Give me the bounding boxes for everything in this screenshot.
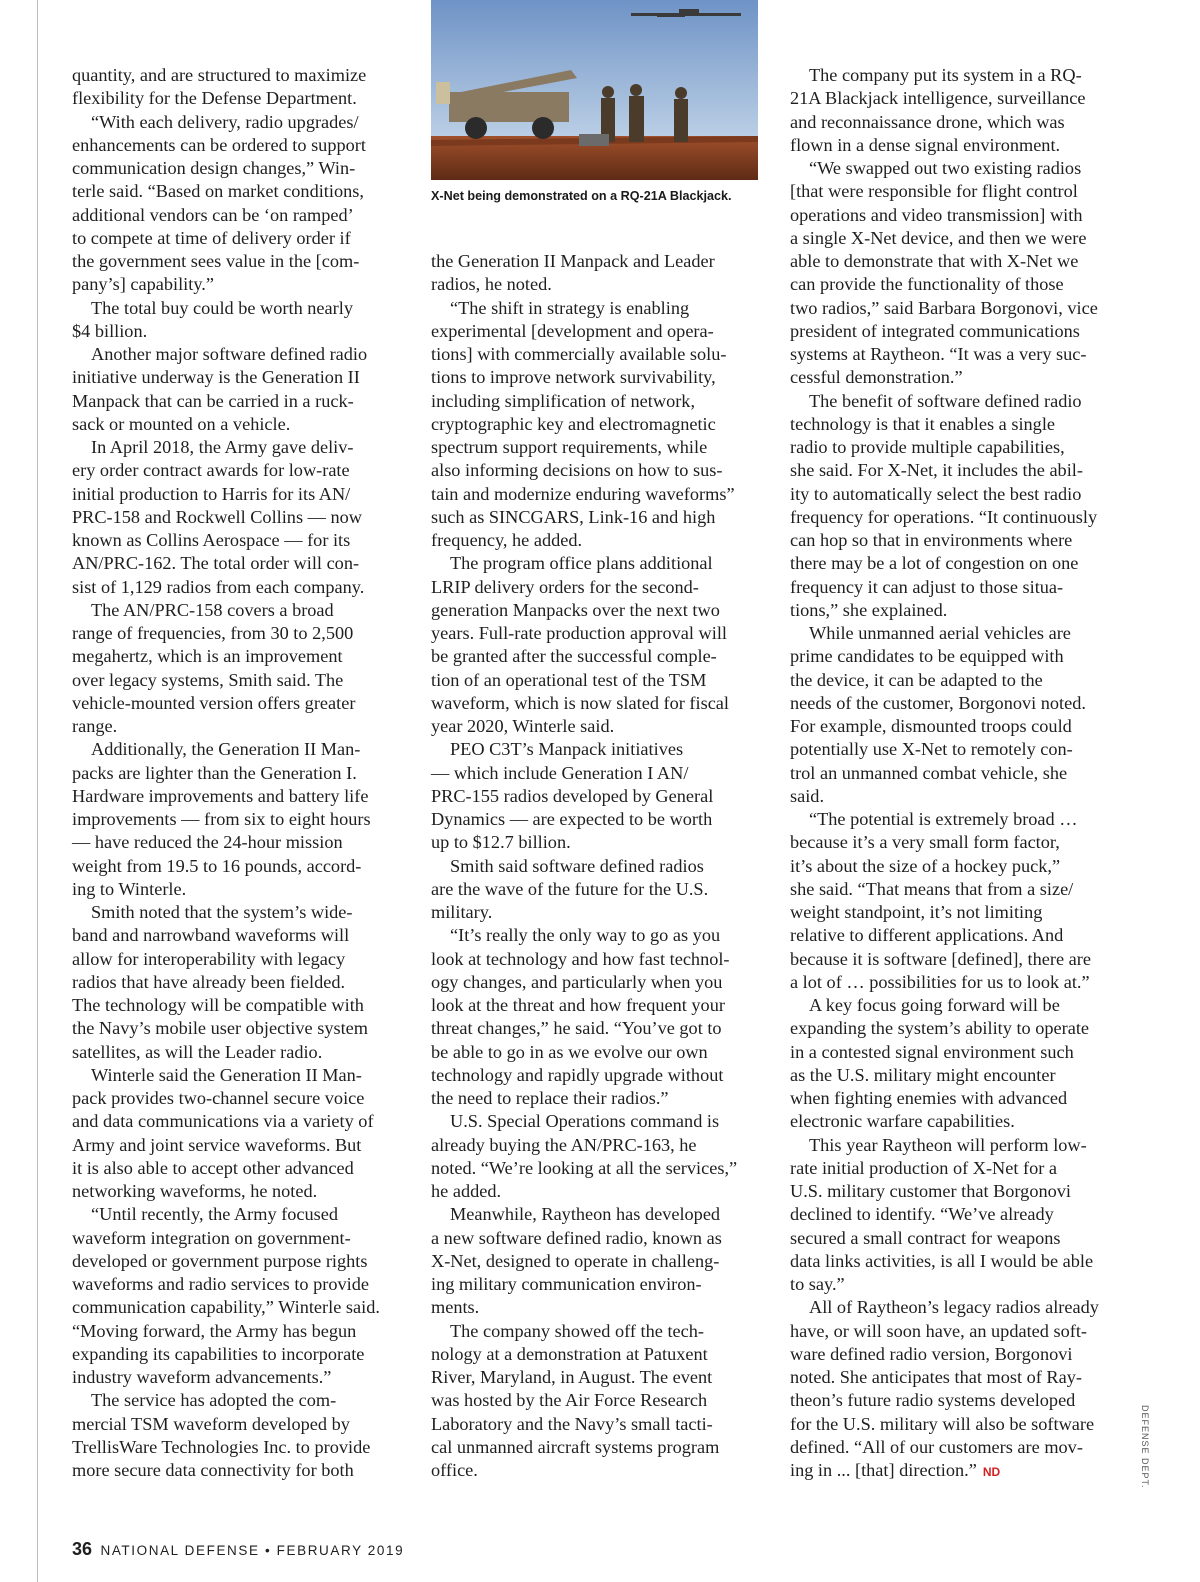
- paragraph: the Generation II Manpack and Leader radios, he noted.: [431, 251, 715, 295]
- paragraph: A key focus going forward will be expanding the system’s ability to operate in a contested signal environment such as the U.S. military might encounter when fighting enemies with advanced electronic warfare capabilities.: [790, 995, 1090, 1132]
- paragraph: Another major software defined radio initiative underway is the Generation II Manpack that can be carried in a ruck- sack or mounted on a vehicle.: [72, 344, 368, 434]
- paragraph: “With each delivery, radio upgrades/ enhancements can be ordered to support communication design changes,” Win- terle said. “Based on market conditions, additional vendors can be ‘on ramped’ to compete at time of delivery order if the government sees value in the [com- pany’s] capability.”: [72, 111, 366, 295]
- page-number: 36: [72, 1539, 93, 1559]
- paragraph: The benefit of software defined radio technology is that it enables a single radio to provide multiple capabilities, she said. For X-Net, it includes the abil- ity to automatically select the best radio frequency for operations. “It continuously can hop so that in environments where there may be a lot of congestion on one frequency it can adjust to those situa- tions,” she explained.: [790, 390, 1098, 620]
- article-column-2: [431, 250, 763, 1482]
- paragraph: “The potential is extremely broad … because it’s a very small form factor, it’s about the size of a hockey puck,” she said. “That means that from a size/ weight standpoint, it’s not limiting relative to different applications. And because it is software [defined], there are a lot of … possibilities for us to look at.”: [790, 809, 1091, 992]
- photo-xnet-blackjack: [431, 0, 758, 180]
- paragraph: “We swapped out two existing radios [that were responsible for flight control operations and video transmission] with a single X-Net device, and then we were able to demonstrate that with X-Net we can provide the functionality of those two radios,” said Barbara Borgonovi, vice president of integrated communications systems at Raytheon. “It was a very suc- cessful demonstration.”: [790, 158, 1098, 388]
- paragraph: All of Raytheon’s legacy radios already have, or will soon have, an updated soft- ware defined radio version, Borgonovi noted. She anticipates that most of Ray- theon’s future radio systems developed for the U.S. military will also be software defined. “All of our customers are mov- ing in ... [that] direction.” ND: [790, 1297, 1099, 1480]
- paragraph: In April 2018, the Army gave deliv- ery order contract awards for low-rate initial production to Harris for its AN/ PRC-158 and Rockwell Collins — now known as Collins Aerospace — for its AN/PRC-162. The total order will con- sist of 1,129 radios from each company.: [72, 437, 365, 597]
- paragraph: “Until recently, the Army focused waveform integration on government- developed or government purpose rights waveforms and radio services to provide communication capability,” Winterle said. “Moving forward, the Army has begun expanding its capabilities to incorporate industry waveform advancements.”: [72, 1204, 380, 1387]
- paragraph: “The shift in strategy is enabling experimental [development and opera- tions] with commercially available solu- tions to improve network survivability, including simplification of network, cryptographic key and electromagnetic spectrum support requirements, while also informing decisions on how to sus- tain and modernize enduring waveforms” such as SINCGARS, Link-16 and high frequency, he added.: [431, 297, 735, 550]
- paragraph: The company put its system in a RQ- 21A Blackjack intelligence, surveillance and reconnaissance drone, which was flown in a dense signal environment.: [790, 65, 1086, 155]
- paragraph: The program office plans additional LRIP delivery orders for the second- generation Manpacks over the next two years. Full-rate production approval will be granted after the successful comple- tion of an operational test of the TSM waveform, which is now slated for fiscal year 2020, Winterle said.: [431, 553, 729, 736]
- article-column-3: [790, 64, 1122, 1484]
- article-column-1: [72, 64, 404, 1482]
- photo-caption: X-Net being demonstrated on a RQ-21A Blackjack.: [431, 189, 732, 203]
- photo-credit: DEFENSE DEPT.: [1140, 1405, 1150, 1489]
- publication-line: NATIONAL DEFENSE • FEBRUARY 2019: [100, 1543, 405, 1558]
- page-margin-rule: [37, 0, 38, 1582]
- paragraph: Meanwhile, Raytheon has developed a new software defined radio, known as X-Net, designed to operate in challeng- ing military communication environ- ments.: [431, 1204, 722, 1318]
- paragraph: “It’s really the only way to go as you look at technology and how fast technol- ogy changes, and particularly when you look at the threat and how frequent your threat changes,” he said. “You’ve got to be able to go in as we evolve our own technology and rapidly upgrade without the need to replace their radios.”: [431, 925, 730, 1108]
- paragraph: U.S. Special Operations command is already buying the AN/PRC-163, he noted. “We’re looking at all the services,” he added.: [431, 1111, 738, 1201]
- paragraph: quantity, and are structured to maximize flexibility for the Defense Department.: [72, 65, 367, 109]
- paragraph: PEO C3T’s Manpack initiatives — which include Generation I AN/ PRC-155 radios developed by General Dynamics — are expected to be worth up to $12.7 billion.: [431, 739, 714, 853]
- paragraph: This year Raytheon will perform low- rate initial production of X-Net for a U.S. military customer that Borgonovi declined to identify. “We’ve already secured a small contract for weapons data links activities, is all I would be able to say.”: [790, 1134, 1094, 1294]
- paragraph: Additionally, the Generation II Man- packs are lighter than the Generation I. Hardware improvements and battery life improvements — from six to eight hours — have reduced the 24-hour mission weight from 19.5 to 16 pounds, accord- ing to Winterle.: [72, 739, 371, 899]
- paragraph: While unmanned aerial vehicles are prime candidates to be equipped with the device, it can be adapted to the needs of the customer, Borgonovi noted. For example, dismounted troops could potentially use X-Net to remotely con- trol an unmanned combat vehicle, she said.: [790, 623, 1086, 806]
- page-footer: [72, 1539, 404, 1560]
- paragraph: Winterle said the Generation II Man- pack provides two-channel secure voice and data communications via a variety of Army and joint service waveforms. But it is also able to accept other advanced networking waveforms, he noted.: [72, 1064, 374, 1201]
- paragraph: Smith said software defined radios are the wave of the future for the U.S. military.: [431, 855, 709, 922]
- paragraph: Smith noted that the system’s wide- band and narrowband waveforms will allow for interoperability with legacy radios that have already been fielded. The technology will be compatible with the Navy’s mobile user objective system satellites, as will the Leader radio.: [72, 902, 368, 1062]
- paragraph: The company showed off the tech- nology at a demonstration at Patuxent River, Maryland, in August. The event was hosted by the Air Force Research Laboratory and the Navy’s small tacti- cal unmanned aircraft systems program office.: [431, 1320, 720, 1480]
- paragraph: The service has adopted the com- mercial TSM waveform developed by TrellisWare Technologies Inc. to provide more secure data connectivity for both: [72, 1390, 371, 1480]
- paragraph: The total buy could be worth nearly $4 billion.: [72, 297, 353, 341]
- paragraph: The AN/PRC-158 covers a broad range of frequencies, from 30 to 2,500 megahertz, which is an improvement over legacy systems, Smith said. The vehicle-mounted version offers greater range.: [72, 599, 356, 736]
- end-mark: ND: [982, 1465, 1001, 1479]
